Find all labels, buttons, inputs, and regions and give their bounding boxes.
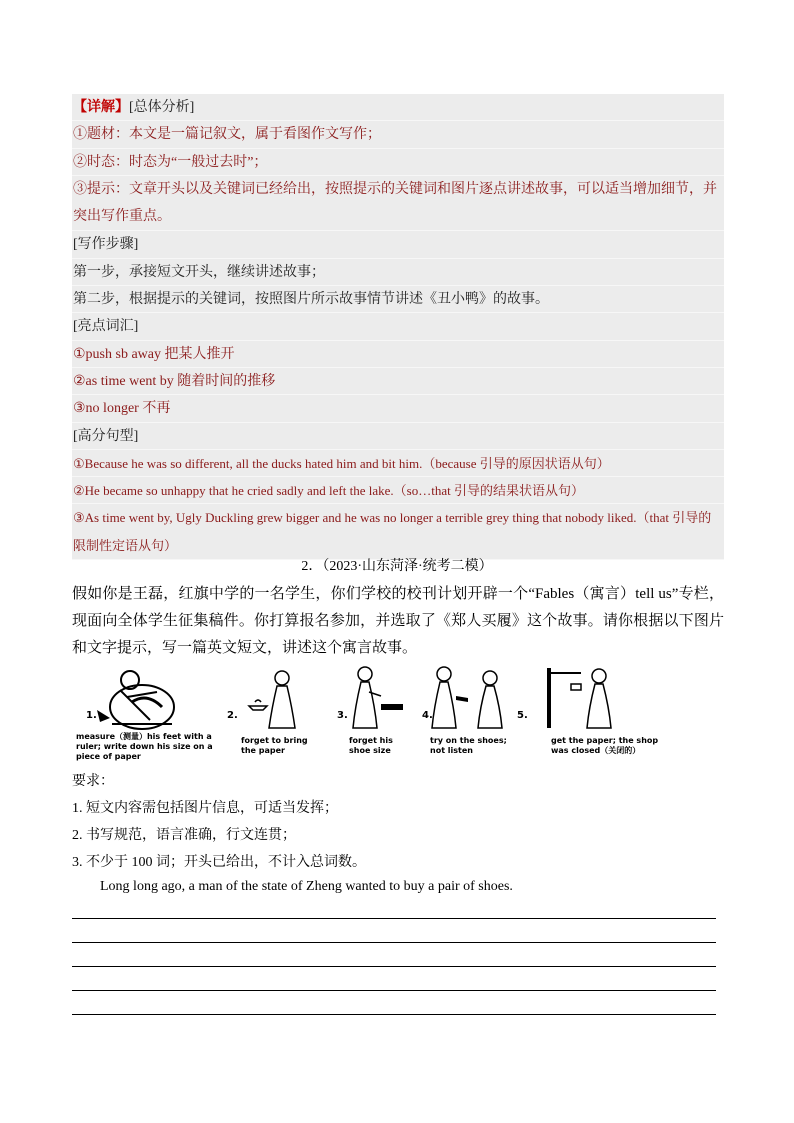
question-prompt: 假如你是王磊，红旗中学的一名学生，你们学校的校刊计划开辟一个“Fables（寓言）tell us”专栏，现面向全体学生征集稿件。你打算报名参加，并选取了《郑人买履》这个故事。请你根据以下图片和文字提示，写一篇英文短文，讲述这个寓言故事。 <box>72 586 724 656</box>
writing-line[interactable] <box>72 918 716 919</box>
detail-line: ②时态：时态为“一般过去时”； <box>72 149 724 176</box>
figure-1 <box>72 662 212 762</box>
figure-caption: forget his shoe size <box>349 736 393 755</box>
requirements <box>72 768 724 876</box>
detail-line: ①push sb away 把某人推开 <box>72 341 724 368</box>
detail-line: ②He became so unhappy that he cried sadly and left the lake.（so…that 引导的结果状语从句） <box>72 477 724 504</box>
figure-number: 4. <box>422 710 433 721</box>
detail-line <box>72 94 724 121</box>
requirement-item: 1. 短文内容需包括图片信息，可适当发挥； <box>72 801 338 816</box>
figure-number: 5. <box>517 710 528 721</box>
closed-shop-illustration <box>517 662 632 732</box>
figure-caption: measure（测量）his feet with a ruler; write down his size on a piece of paper <box>76 732 213 761</box>
figure-number: 3. <box>337 710 348 721</box>
detail-tag: 【详解】 <box>73 100 129 115</box>
figure-number: 1. <box>86 710 97 721</box>
detail-line: ①题材：本文是一篇记叙文，属于看图作文写作； <box>72 121 724 148</box>
writing-line[interactable] <box>72 1014 716 1015</box>
question-heading: 2．（2023·山东菏泽·统考二模） <box>301 559 493 574</box>
figure-3 <box>337 662 407 762</box>
essay-opening: Long long ago, a man of the state of Zheng wanted to buy a pair of shoes. <box>100 879 513 894</box>
figure-2 <box>227 662 307 762</box>
detail-line: ①Because he was so different, all the ducks hated him and bit him.（because 引导的原因状语从句） <box>72 450 724 477</box>
detail-line-text: [总体分析] <box>129 100 195 115</box>
man-leaving-illustration <box>227 662 307 732</box>
figure-number: 2. <box>227 710 238 721</box>
detail-line: [亮点词汇] <box>72 313 724 340</box>
detail-line: ③no longer 不再 <box>72 395 724 422</box>
writing-line[interactable] <box>72 942 716 943</box>
detail-line: 第二步，根据提示的关键词，按照图片所示故事情节讲述《丑小鸭》的故事。 <box>72 286 724 313</box>
measuring-man-illustration <box>72 662 212 732</box>
writing-line[interactable] <box>72 966 716 967</box>
detail-line: ③As time went by, Ugly Duckling grew bigger and he was no longer a terrible grey thing that nobody liked.（that 引导的限制性定语从句） <box>72 504 724 560</box>
figure-caption: get the paper; the shop was closed（关闭的） <box>551 736 659 755</box>
figure-5 <box>517 662 659 762</box>
figure-caption: forget to bring the paper <box>241 736 308 755</box>
figure-4 <box>422 662 512 762</box>
detail-line: [写作步骤] <box>72 231 724 258</box>
detail-line: ②as time went by 随着时间的推移 <box>72 368 724 395</box>
writing-line[interactable] <box>72 990 716 991</box>
explanation-block <box>72 94 724 560</box>
detail-line: ③提示：文章开头以及关键词已经给出，按照提示的关键词和图片逐点讲述故事，可以适当增加细节，并突出写作重点。 <box>72 176 724 232</box>
requirements-title: 要求： <box>72 774 114 789</box>
requirement-item: 2. 书写规范，语言准确，行文连贯； <box>72 828 296 843</box>
story-illustrations <box>72 662 659 762</box>
man-at-stall-illustration <box>337 662 407 732</box>
requirement-item: 3. 不少于 100 词；开头已给出，不计入总词数。 <box>72 855 366 870</box>
detail-line: [高分句型] <box>72 423 724 450</box>
figure-caption: try on the shoes; not listen <box>430 736 507 755</box>
trying-shoes-illustration <box>422 662 512 732</box>
detail-line: 第一步，承接短文开头，继续讲述故事； <box>72 259 724 286</box>
